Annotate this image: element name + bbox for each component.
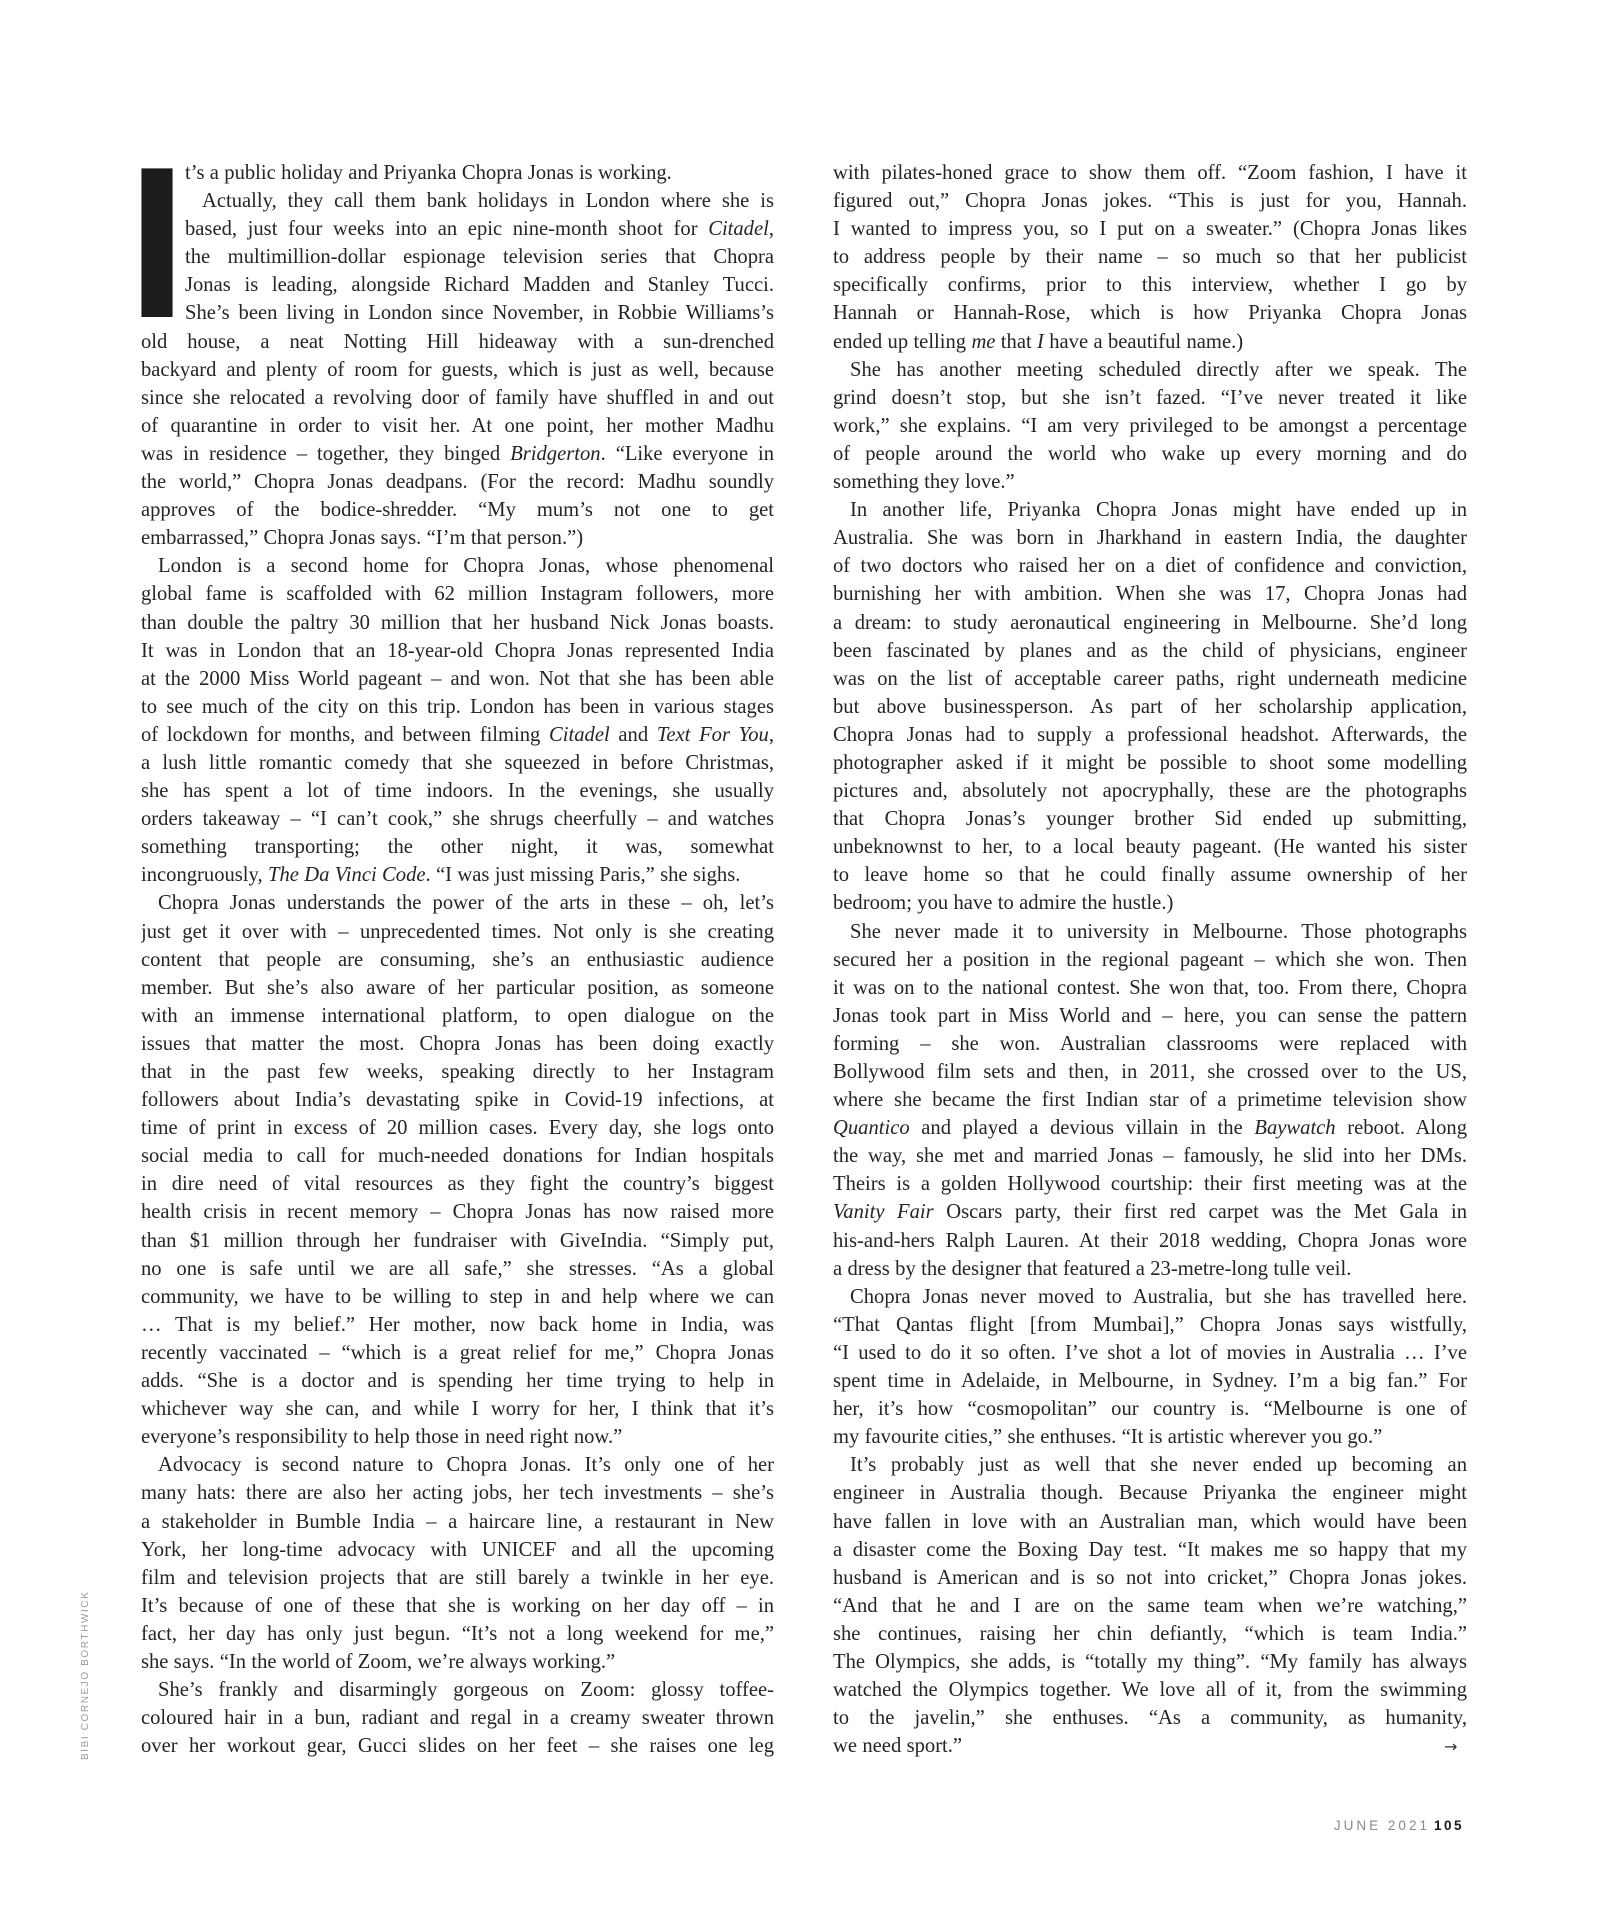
text-line: a dress by the designer that featured a 23-metre-long tulle veil. bbox=[833, 1257, 1352, 1280]
text-line: since she relocated a revolving door of family have shuffled in and out bbox=[141, 386, 774, 409]
text-line: social media to call for much-needed donations for Indian hospitals bbox=[141, 1145, 774, 1168]
text-line: She never made it to university in Melbourne. Those photographs bbox=[850, 920, 1467, 943]
text-line: but above businessperson. As part of her scholarship application, bbox=[833, 695, 1467, 718]
text-line: she continues, raising her chin defiantly, “which is team India.” bbox=[833, 1622, 1467, 1645]
text-line: a stakeholder in Bumble India – a haircare line, a restaurant in New bbox=[141, 1510, 774, 1533]
text-line: of lockdown for months, and between filming Citadel and Text For You, bbox=[141, 723, 774, 746]
paragraph bbox=[141, 552, 774, 889]
italic-title: Citadel bbox=[549, 723, 610, 746]
paragraph bbox=[141, 187, 774, 552]
text-line: unbeknownst to her, to a local beauty pageant. (He wanted his sister bbox=[833, 836, 1467, 859]
text-line: specifically confirms, prior to this interview, whether I go by bbox=[833, 274, 1467, 297]
text-line: everyone’s responsibility to help those in need right now.” bbox=[141, 1426, 623, 1449]
text-line: the world,” Chopra Jonas deadpans. (For the record: Madhu soundly bbox=[141, 471, 774, 494]
text-line: work,” she explains. “I am very privileged to be amongst a percentage bbox=[833, 414, 1467, 437]
text-line: London is a second home for Chopra Jonas, whose phenomenal bbox=[158, 555, 774, 578]
paragraph bbox=[833, 159, 1467, 356]
text-line: bedroom; you have to admire the hustle.) bbox=[833, 892, 1174, 915]
italic-title: Citadel bbox=[708, 218, 769, 241]
text-line: community, we have to be willing to step in and help where we can bbox=[141, 1285, 774, 1308]
text-line: we need sport.” bbox=[833, 1735, 963, 1758]
text-line: that Chopra Jonas’s younger brother Sid ended up submitting, bbox=[833, 808, 1467, 831]
text-line: ended up telling me that I have a beautiful name.) bbox=[833, 330, 1244, 353]
text-line: burnishing her with ambition. When she was 17, Chopra Jonas had bbox=[833, 583, 1467, 606]
text-line: spent time in Adelaide, in Melbourne, in Sydney. I’m a big fan.” For bbox=[833, 1370, 1467, 1393]
text-line: with pilates-honed grace to show them off. “Zoom fashion, I have it bbox=[833, 162, 1467, 184]
text-line: She’s been living in London since November, in Robbie Williams’s bbox=[185, 302, 774, 325]
text-line: she says. “In the world of Zoom, we’re always working.” bbox=[141, 1650, 616, 1673]
paragraph bbox=[141, 159, 774, 187]
continue-arrow-icon: → bbox=[1444, 1737, 1458, 1756]
text-line: Hannah or Hannah-Rose, which is how Priyanka Chopra Jonas bbox=[833, 302, 1467, 325]
text-line: a disaster come the Boxing Day test. “It makes me so happy that my bbox=[833, 1538, 1467, 1561]
paragraph bbox=[833, 496, 1467, 917]
text-line: to the javelin,” she enthuses. “As a community, as humanity, bbox=[833, 1707, 1467, 1730]
text-line: York, her long-time advocacy with UNICEF and all the upcoming bbox=[141, 1538, 774, 1561]
italic-title: I bbox=[1037, 330, 1044, 353]
text-line: I wanted to impress you, so I put on a sweater.” (Chopra Jonas likes bbox=[833, 218, 1467, 241]
paragraph bbox=[833, 356, 1467, 496]
text-line: She has another meeting scheduled directly after we speak. The bbox=[850, 358, 1467, 381]
text-line: to see much of the city on this trip. London has been in various stages bbox=[141, 695, 774, 718]
text-line: based, just four weeks into an epic nine-month shoot for Citadel, bbox=[185, 218, 774, 241]
text-line: issues that matter the most. Chopra Jonas has been doing exactly bbox=[141, 1032, 774, 1055]
paragraph bbox=[833, 1451, 1467, 1760]
text-line: health crisis in recent memory – Chopra Jonas has now raised more bbox=[141, 1201, 774, 1224]
text-line: many hats: there are also her acting jobs, her tech investments – she’s bbox=[141, 1482, 774, 1505]
text-line: over her workout gear, Gucci slides on her feet – she raises one leg bbox=[141, 1735, 774, 1758]
text-line: with an immense international platform, to open dialogue on the bbox=[141, 1004, 774, 1027]
paragraph bbox=[141, 889, 774, 1451]
text-line: Chopra Jonas had to supply a professional headshot. Afterwards, the bbox=[833, 723, 1467, 746]
text-line: Vanity Fair Oscars party, their first red carpet was the Met Gala in bbox=[833, 1201, 1467, 1224]
text-line: Chopra Jonas never moved to Australia, but she has travelled here. bbox=[850, 1285, 1467, 1308]
text-line: time of print in excess of 20 million cases. Every day, she logs onto bbox=[141, 1117, 774, 1140]
text-line: it was on to the national contest. She won that, too. From there, Chopra bbox=[833, 976, 1467, 999]
text-line: been fascinated by planes and as the child of physicians, engineer bbox=[833, 639, 1467, 662]
article-column-right bbox=[833, 159, 1467, 1760]
text-line: content that people are consuming, she’s an enthusiastic audience bbox=[141, 948, 774, 971]
text-line: She’s frankly and disarmingly gorgeous on Zoom: glossy toffee- bbox=[158, 1679, 774, 1702]
text-line: to leave home so that he could finally assume ownership of her bbox=[833, 864, 1467, 887]
italic-title: Text For You bbox=[656, 723, 769, 746]
text-line: the multimillion-dollar espionage television series that Chopra bbox=[185, 246, 774, 269]
text-line: than double the paltry 30 million that her husband Nick Jonas boasts. bbox=[141, 611, 774, 634]
text-line: It’s probably just as well that she never ended up becoming an bbox=[850, 1454, 1467, 1477]
text-line: the way, she met and married Jonas – famously, he slid into her DMs. bbox=[833, 1145, 1467, 1168]
text-line: at the 2000 Miss World pageant – and won. Not that she has been able bbox=[141, 667, 774, 690]
italic-title: The Da Vinci Code bbox=[268, 864, 426, 887]
text-line: coloured hair in a bun, radiant and regal in a creamy sweater thrown bbox=[141, 1707, 774, 1730]
issue-date: JUNE 2021 bbox=[1333, 1818, 1430, 1833]
text-line: global fame is scaffolded with 62 million Instagram followers, more bbox=[141, 583, 774, 606]
italic-title: Vanity Fair bbox=[833, 1201, 934, 1224]
text-line: to address people by their name – so much so that her publicist bbox=[833, 246, 1467, 269]
text-line: was in residence – together, they binged Bridgerton. “Like everyone in bbox=[141, 442, 774, 465]
text-line: grind doesn’t stop, but she isn’t fazed. “I’ve never treated it like bbox=[833, 386, 1467, 409]
text-line: It was in London that an 18-year-old Chopra Jonas represented India bbox=[141, 639, 774, 662]
text-line: of two doctors who raised her on a diet of confidence and conviction, bbox=[833, 555, 1467, 578]
text-line: It’s because of one of these that she is working on her day off – in bbox=[141, 1594, 774, 1617]
text-line: something they love.” bbox=[833, 471, 1015, 494]
text-line: Bollywood film sets and then, in 2011, she crossed over to the US, bbox=[833, 1061, 1467, 1083]
text-line: a lush little romantic comedy that she squeezed in before Christmas, bbox=[141, 751, 774, 774]
text-line: have fallen in love with an Australian man, which would have been bbox=[833, 1510, 1467, 1533]
text-line: my favourite cities,” she enthuses. “It is artistic wherever you go.” bbox=[833, 1426, 1383, 1449]
text-line: film and television projects that are still barely a twinkle in her eye. bbox=[141, 1566, 774, 1589]
text-line: The Olympics, she adds, is “totally my thing”. “My family has always bbox=[833, 1650, 1467, 1673]
text-line: In another life, Priyanka Chopra Jonas might have ended up in bbox=[850, 499, 1467, 522]
text-line: embarrassed,” Chopra Jonas says. “I’m that person.”) bbox=[141, 527, 584, 550]
italic-title: me bbox=[971, 330, 996, 353]
italic-title: Baywatch bbox=[1254, 1117, 1336, 1140]
text-line: Jonas is leading, alongside Richard Madden and Stanley Tucci. bbox=[185, 274, 774, 297]
text-line: Jonas took part in Miss World and – here, you can sense the pattern bbox=[833, 1004, 1467, 1027]
drop-cap-letter: I bbox=[127, 121, 188, 363]
italic-title: Bridgerton bbox=[510, 442, 601, 465]
text-line: she has spent a lot of time indoors. In the evenings, she usually bbox=[141, 780, 774, 803]
text-line: of people around the world who wake up every morning and do bbox=[833, 442, 1467, 465]
text-line: that in the past few weeks, speaking directly to her Instagram bbox=[141, 1061, 774, 1083]
italic-title: Quantico bbox=[833, 1117, 910, 1140]
text-line: Advocacy is second nature to Chopra Jonas. It’s only one of her bbox=[158, 1454, 774, 1477]
text-line: member. But she’s also aware of her particular position, as someone bbox=[141, 976, 774, 999]
text-line: watched the Olympics together. We love all of it, from the swimming bbox=[833, 1679, 1467, 1702]
page-number: 105 bbox=[1433, 1818, 1464, 1833]
photo-credit: BIBI CORNEJO BORTHWICK bbox=[80, 1590, 91, 1760]
text-line: t’s a public holiday and Priyanka Chopra Jonas is working. bbox=[185, 162, 672, 184]
text-line: his-and-hers Ralph Lauren. At their 2018 wedding, Chopra Jonas wore bbox=[833, 1229, 1467, 1252]
text-line: Chopra Jonas understands the power of the arts in these – oh, let’s bbox=[158, 892, 774, 915]
text-line: approves of the bodice-shredder. “My mum’s not one to get bbox=[141, 499, 774, 522]
text-line: photographer asked if it might be possible to shoot some modelling bbox=[833, 751, 1467, 774]
text-line: incongruously, The Da Vinci Code. “I was just missing Paris,” she sighs. bbox=[141, 864, 741, 887]
text-line: followers about India’s devastating spike in Covid-19 infections, at bbox=[141, 1089, 774, 1112]
text-line: pictures and, absolutely not apocryphally, these are the photographs bbox=[833, 780, 1467, 803]
text-line: where she became the first Indian star of a primetime television show bbox=[833, 1089, 1467, 1112]
text-line: … That is my belief.” Her mother, now back home in India, was bbox=[141, 1313, 774, 1336]
text-line: “I used to do it so often. I’ve shot a lot of movies in Australia … I’ve bbox=[833, 1341, 1467, 1364]
text-line: adds. “She is a doctor and is spending her time trying to help in bbox=[141, 1370, 774, 1393]
text-line: old house, a neat Notting Hill hideaway with a sun-drenched bbox=[141, 330, 774, 353]
paragraph bbox=[833, 918, 1467, 1283]
text-line: than $1 million through her fundraiser with GiveIndia. “Simply put, bbox=[141, 1229, 774, 1252]
text-line: in dire need of vital resources as they fight the country’s biggest bbox=[141, 1173, 774, 1196]
text-line: engineer in Australia though. Because Priyanka the engineer might bbox=[833, 1482, 1467, 1505]
text-line: no one is safe until we are all safe,” she stresses. “As a global bbox=[141, 1257, 774, 1280]
text-line: Actually, they call them bank holidays in London where she is bbox=[202, 190, 774, 213]
text-line: orders takeaway – “I can’t cook,” she shrugs cheerfully – and watches bbox=[141, 808, 774, 831]
article-column-left bbox=[141, 159, 774, 1760]
text-line: just get it over with – unprecedented times. Not only is she creating bbox=[141, 920, 774, 943]
text-line: figured out,” Chopra Jonas jokes. “This is just for you, Hannah. bbox=[833, 190, 1467, 213]
text-line: secured her a position in the regional pageant – which she won. Then bbox=[833, 948, 1467, 971]
text-line: “And that he and I are on the same team when we’re watching,” bbox=[833, 1594, 1467, 1617]
text-line: backyard and plenty of room for guests, which is just as well, because bbox=[141, 358, 774, 381]
text-line: Quantico and played a devious villain in the Baywatch reboot. Along bbox=[833, 1117, 1467, 1140]
paragraph bbox=[833, 1283, 1467, 1452]
text-line: a dream: to study aeronautical engineering in Melbourne. She’d long bbox=[833, 611, 1467, 634]
text-line: something transporting; the other night, it was, somewhat bbox=[141, 836, 774, 859]
page-footer bbox=[1334, 1818, 1464, 1833]
text-line: was on the list of acceptable career paths, right underneath medicine bbox=[833, 667, 1467, 690]
text-line: forming – she won. Australian classrooms were replaced with bbox=[833, 1032, 1467, 1055]
text-line: her, it’s how “cosmopolitan” our country is. “Melbourne is one of bbox=[833, 1398, 1467, 1421]
paragraph bbox=[141, 1451, 774, 1676]
text-line: Australia. She was born in Jharkhand in eastern India, the daughter bbox=[833, 527, 1467, 550]
text-line: husband is American and is so not into cricket,” Chopra Jonas jokes. bbox=[833, 1566, 1467, 1589]
text-line: Theirs is a golden Hollywood courtship: their first meeting was at the bbox=[833, 1173, 1467, 1196]
text-line: whichever way she can, and while I worry for her, I think that it’s bbox=[141, 1398, 774, 1421]
text-line: “That Qantas flight [from Mumbai],” Chopra Jonas says wistfully, bbox=[833, 1313, 1467, 1336]
text-line: of quarantine in order to visit her. At one point, her mother Madhu bbox=[141, 414, 774, 437]
text-line: fact, her day has only just begun. “It’s not a long weekend for me,” bbox=[141, 1622, 774, 1645]
paragraph bbox=[141, 1676, 774, 1760]
text-line: recently vaccinated – “which is a great relief for me,” Chopra Jonas bbox=[141, 1341, 774, 1364]
